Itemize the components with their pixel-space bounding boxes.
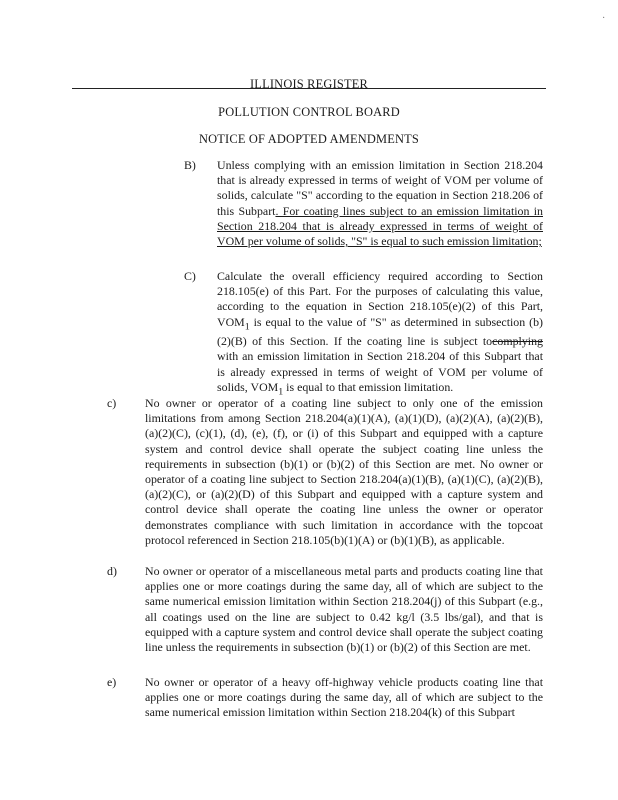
item-c-label: c) [107,396,117,410]
item-C-label: C) [184,269,196,283]
item-C-struck: complying [492,334,543,349]
item-e-text: No owner or operator of a heavy off-highway vehicle products coating line that applies one or more coatings during the same day, all of which are subject to the same numerical emission limitation within Section 218.204(k) of this Subpart [145,675,543,720]
item-B-text [217,158,543,249]
item-e-label: e) [107,675,117,689]
item-d-text: No owner or operator of a miscellaneous metal parts and products coating line that applies one or more coatings during the same day, all of which are subject to the same numerical emission limitation within Section 218.204(j) of this Subpart (e.g., all coatings used on the line are subject to 0.42 kg/l (3.5 lbs/gal), and that is equipped with a capture system and control device shall operate the subject coating line unless the requirements in subsection (b)(1) or (b)(2) of this Section are met. [145,564,543,655]
item-C-after: with an emission limitation in Section 218.204 of this Subpart that is already expressed in terms of weight of VOM per volume of solids, VOM [217,349,543,394]
notice-title: NOTICE OF ADOPTED AMENDMENTS [198,132,420,146]
item-C-before: Calculate the overall efficiency required according to Section 218.105(e) of this Part. For the purposes of calculating this value, according to the equation in Section 218.105(e)(2) of this Part, VOM [217,269,543,329]
item-C-sub1: 1 [244,320,250,332]
item-B-underlined: . For coating lines subject to an emission limitation in Section 218.204 that is already expressed in terms of weight of VOM per volume of solids, "S" is equal to such emission limitation; [217,203,543,249]
item-C-end: is equal to that emission limitation. [283,379,454,394]
item-B-label: B) [184,158,196,172]
item-C-sub2: 1 [278,386,284,398]
item-B-plain: Unless complying with an emission limitation in Section 218.204 that is already expressed in terms of weight of VOM per volume of solids, calculate "S" according to the equation in Section 218.206 of this Subpart [217,158,543,218]
item-C-text [217,269,543,399]
register-title: ILLINOIS REGISTER [249,77,368,91]
scan-speck: · [602,13,606,24]
item-C-middle: is equal to the value of "S" as determined in subsection (b)(2)(B) of this Section. If the coating line is subject to [217,314,543,349]
item-c-text: No owner or operator of a coating line subject to only one of the emission limitations from among Section 218.204(a)(1)(A), (a)(1)(D), (a)(2)(A), (a)(2)(B), (a)(2)(C), (c)(1), (d), (e), (f), or (i) of this Subpart and equipped with a capture system and control device shall operate the subject coating line unless the requirements in subsection (b)(1) or (b)(2) of this Section are met. No owner or operator of a coating line subject to Section 218.204(a)(1)(B), (a)(1)(C), (a)(2)(B), (a)(2)(C), or (a)(2)(D) of this Subpart and equipped with a capture system and control device shall operate the coating line unless the owner or operator demonstrates compliance with such limitation in accordance with the topcoat protocol referenced in Section 218.105(b)(1)(A) or (b)(1)(B), as applicable. [145,396,543,547]
item-d-label: d) [107,564,117,578]
board-title: POLLUTION CONTROL BOARD [218,105,400,119]
